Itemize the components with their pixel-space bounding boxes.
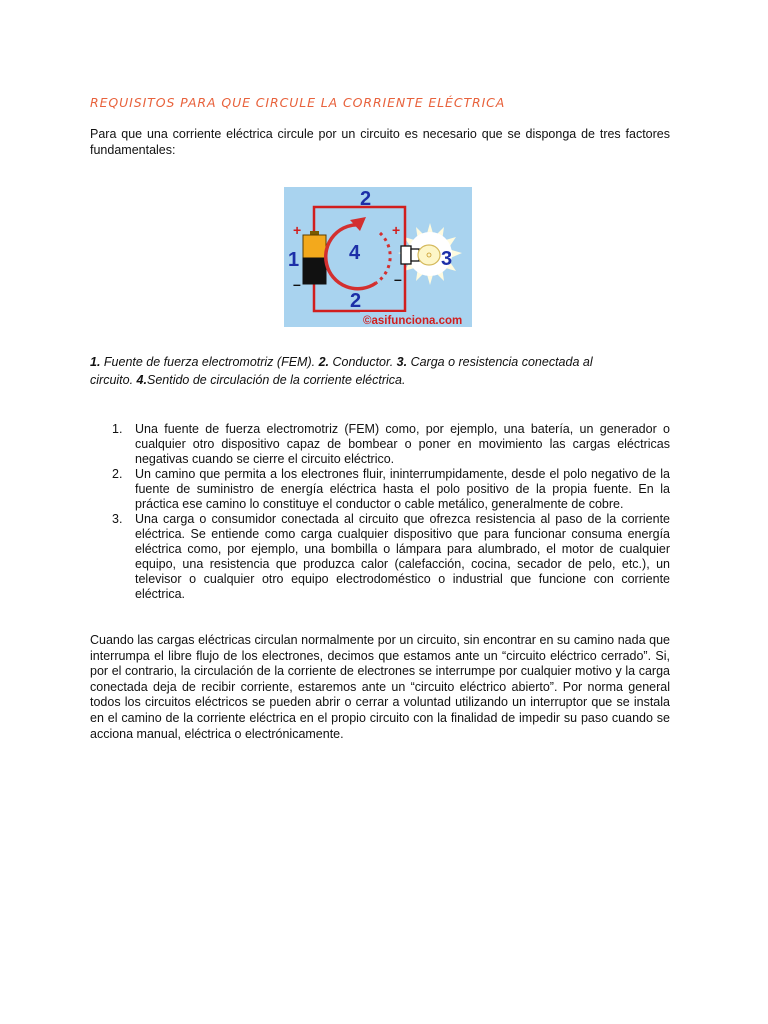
- figure-caption: [90, 353, 630, 389]
- circuit-diagram: [284, 187, 472, 327]
- caption-number-1: 1.: [90, 355, 101, 369]
- label-conductor-top: 2: [360, 188, 372, 210]
- caption-text-4: Sentido de circulación de la corriente eléctrica.: [146, 373, 406, 387]
- minus-left-label: –: [293, 276, 301, 292]
- list-item-text: Una fuente de fuerza electromotriz (FEM) como, por ejemplo, una batería, un generador o cualquier otro dispositivo capaz de bombear o poner en movimiento las cargas eléctricas negativas cuando se cierre el circuito eléctrico.: [135, 422, 670, 466]
- caption-number-4: 4.: [136, 373, 147, 387]
- section-heading: REQUISITOS PARA QUE CIRCULE LA CORRIENTE ELÉCTRICA: [90, 95, 506, 110]
- watermark-text: ©asifunciona.com: [363, 315, 463, 327]
- list-item: [112, 422, 670, 467]
- label-source: 1: [288, 249, 300, 271]
- list-item: [112, 467, 670, 512]
- bulb-icon: [401, 245, 440, 265]
- plus-left-label: +: [293, 222, 302, 238]
- list-item-text: Un camino que permita a los electrones fluir, ininterrumpidamente, desde el polo negativo de la fuente de suministro de energía eléctrica hasta el polo positivo de la propia fuente. En la práctica ese camino lo constituye el conductor o cable metálico, generalmente de cobre.: [135, 467, 670, 511]
- circuit-diagram-figure: [284, 187, 472, 327]
- caption-number-3: 3.: [396, 355, 408, 369]
- caption-text-2: Conductor.: [329, 355, 397, 369]
- label-conductor-bottom: 2: [350, 290, 362, 312]
- minus-right-label: –: [394, 271, 402, 287]
- list-item-number: 2.: [112, 467, 123, 481]
- factors-list: [112, 422, 670, 602]
- list-item-text: Una carga o consumidor conectada al circuito que ofrezca resistencia al paso de la corriente eléctrica. Se entiende como carga cualquier dispositivo que para funcionar consuma energía eléctrica como, por ejemplo, una bombilla o lámpara para alumbrado, el motor de cualquier equipo, una resistencia que produzca calor (calefacción, cocina, secador de pelo, etc.), un televisor o cualquier otro equipo electrodoméstico o industrial que funcione con corriente eléctrica.: [135, 512, 670, 601]
- list-item: [112, 512, 670, 602]
- battery-icon: [303, 231, 326, 284]
- closing-paragraph: Cuando las cargas eléctricas circulan normalmente por un circuito, sin encontrar en su camino nada que interrumpa el libre flujo de los electrones, decimos que estamos ante un “circuito eléctrico cerrado”. Si, por el contrario, la circulación de la corriente de electrones se interrumpe por cualquier motivo y la carga conectada deja de recibir corriente, estaremos ante un “circuito eléctrico abierto”. Por norma general todos los circuitos eléctricos se pueden abrir o cerrar a voluntad utilizando un interruptor que se instala en el camino de la corriente eléctrica en el propio circuito con la finalidad de impedir su paso cuando se acciona manual, eléctrica o electrónicamente.: [90, 633, 670, 741]
- label-direction: 4: [349, 242, 361, 264]
- caption-text-1: Fuente de fuerza electromotriz (FEM).: [100, 355, 319, 369]
- label-load: 3: [441, 248, 453, 270]
- list-item-number: 1.: [112, 422, 123, 436]
- intro-paragraph: Para que una corriente eléctrica circule por un circuito es necesario que se disponga de tres factores fundamentales:: [90, 127, 670, 157]
- list-item-number: 3.: [112, 512, 123, 526]
- caption-text-3: Carga o resistencia conectada al circuito.: [90, 355, 593, 387]
- plus-right-label: +: [392, 222, 401, 238]
- caption-number-2: 2.: [318, 355, 330, 369]
